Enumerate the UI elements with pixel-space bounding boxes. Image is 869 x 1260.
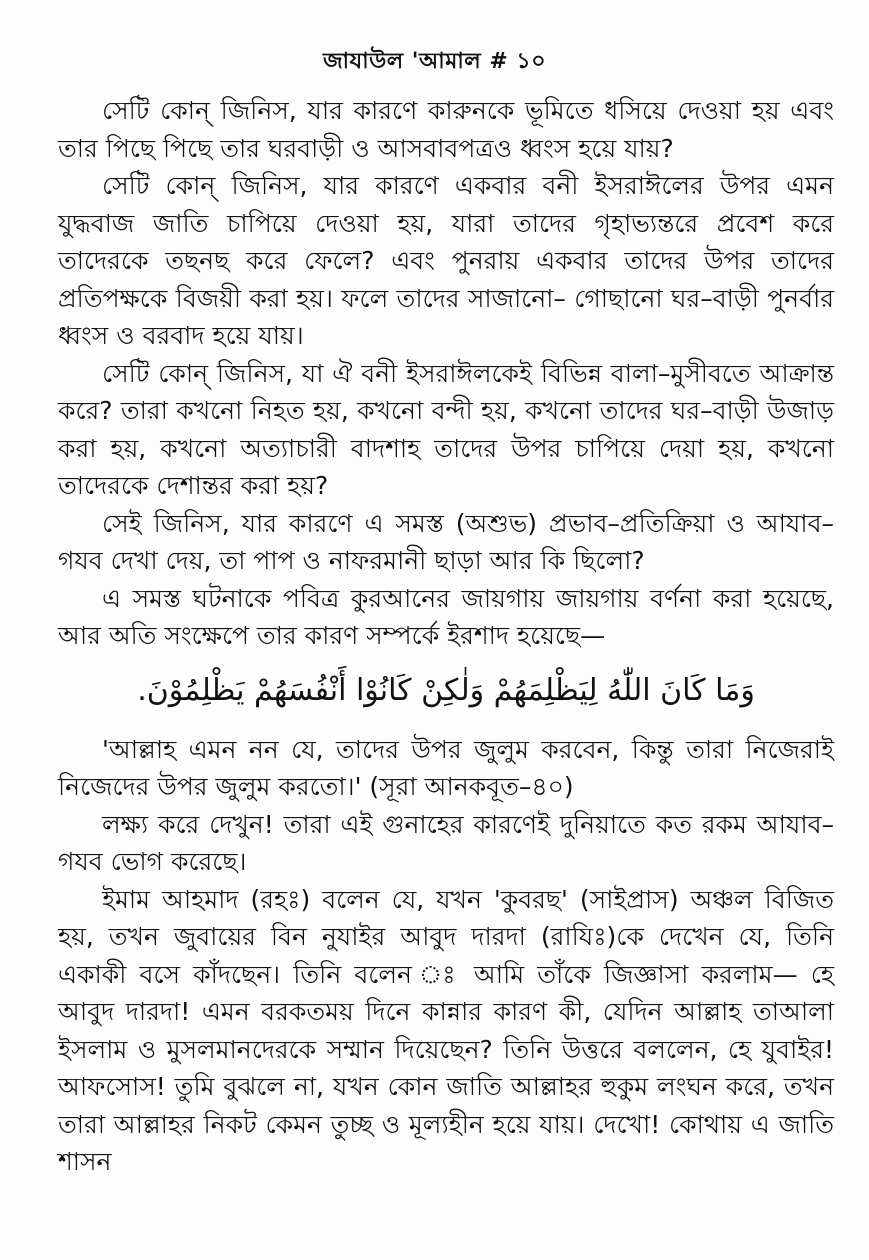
paragraph-1: সেটি কোন্ জিনিস, যার কারণে কারুনকে ভূমিতে ধসিয়ে দেওয়া হয় এবং তার পিছে পিছে তার ঘরবাড়ী ও আসবাবপত্রও ধ্বংস হয়ে যায়? [58, 96, 834, 163]
verse-translation: 'আল্লাহ এমন নন যে, তাদের উপর জুলুম করবেন, কিন্তু তারা নিজেরাই নিজেদের উপর জুলুম করতো।' (সূরা আনকবূত–৪০) [58, 734, 834, 801]
page-body [58, 92, 834, 1181]
arabic-verse: وَمَا كَانَ اللّٰهُ لِيَظْلِمَهُمْ وَلٰكِنْ كَانُوْا أَنْفُسَهُمْ يَظْلِمُوْنَ. [137, 672, 755, 708]
paragraph-3: সেটি কোন্ জিনিস, যা ঐ বনী ইসরাঈলকেই বিভিন্ন বালা–মুসীবতে আক্রান্ত করে? তারা কখনো নিহত হয়, কখনো বন্দী হয়, কখনো তাদের ঘর–বাড়ী উজাড় করা হয়, কখনো অত্যাচারী বাদশাহ তাদের উপর চাপিয়ে দেয়া হয়, কখনো তাদেরকে দেশান্তর করা হয়? [58, 358, 834, 500]
paragraph-2: সেটি কোন্ জিনিস, যার কারণে একবার বনী ইসরাঈলের উপর এমন যুদ্ধবাজ জাতি চাপিয়ে দেওয়া হয়, যারা তাদের গৃহাভ্যন্তরে প্রবেশ করে তাদেরকে তছনছ করে ফেলে? এবং পুনরায় একবার তাদের উপর তাদের প্রতিপক্ষকে বিজয়ী করা হয়। ফলে তাদের সাজানো– গোছানো ঘর–বাড়ী পুনর্বার ধ্বংস ও বরবাদ হয়ে যায়। [58, 171, 834, 350]
paragraph-4: সেই জিনিস, যার কারণে এ সমস্ত (অশুভ) প্রভাব–প্রতিক্রিয়া ও আযাব–গযব দেখা দেয়, তা পাপ ও নাফরমানী ছাড়া আর কি ছিলো? [58, 508, 834, 575]
paragraph-6: লক্ষ্য করে দেখুন! তারা এই গুনাহের কারণেই দুনিয়াতে কত রকম আযাব–গযব ভোগ করেছে। [58, 809, 834, 876]
paragraph-7: ইমাম আহমাদ (রহঃ) বলেন যে, যখন 'কুবরছ' (সাইপ্রাস) অঞ্চল বিজিত হয়, তখন জুবায়ের বিন নুযাইর আবুদ দারদা (রাযিঃ)কে দেখেন যে, তিনি একাকী বসে কাঁদছেন। তিনি বলেন ঃ আমি তাঁকে জিজ্ঞাসা করলাম— হে আবুদ দারদা! এমন বরকতময় দিনে কান্নার কারণ কী, যেদিন আল্লাহ তাআলা ইসলাম ও মুসলমানদেরকে সম্মান দিয়েছেন? তিনি উত্তরে বললেন, হে যুবাইর! আফসোস! তুমি বুঝলে না, যখন কোন জাতি আল্লাহর হুকুম লংঘন করে, তখন তারা আল্লাহর নিকট কেমন তুচ্ছ ও মূল্যহীন হয়ে যায়। দেখো! কোথায় এ জাতি শাসন [58, 884, 834, 1176]
paragraph-5: এ সমস্ত ঘটনাকে পবিত্র কুরআনের জায়গায় জায়গায় বর্ণনা করা হয়েছে, আর অতি সংক্ষেপে তার কারণ সম্পর্কে ইরশাদ হয়েছে— [58, 583, 834, 650]
running-header: জাযাউল 'আমাল # ১০ [322, 49, 547, 74]
